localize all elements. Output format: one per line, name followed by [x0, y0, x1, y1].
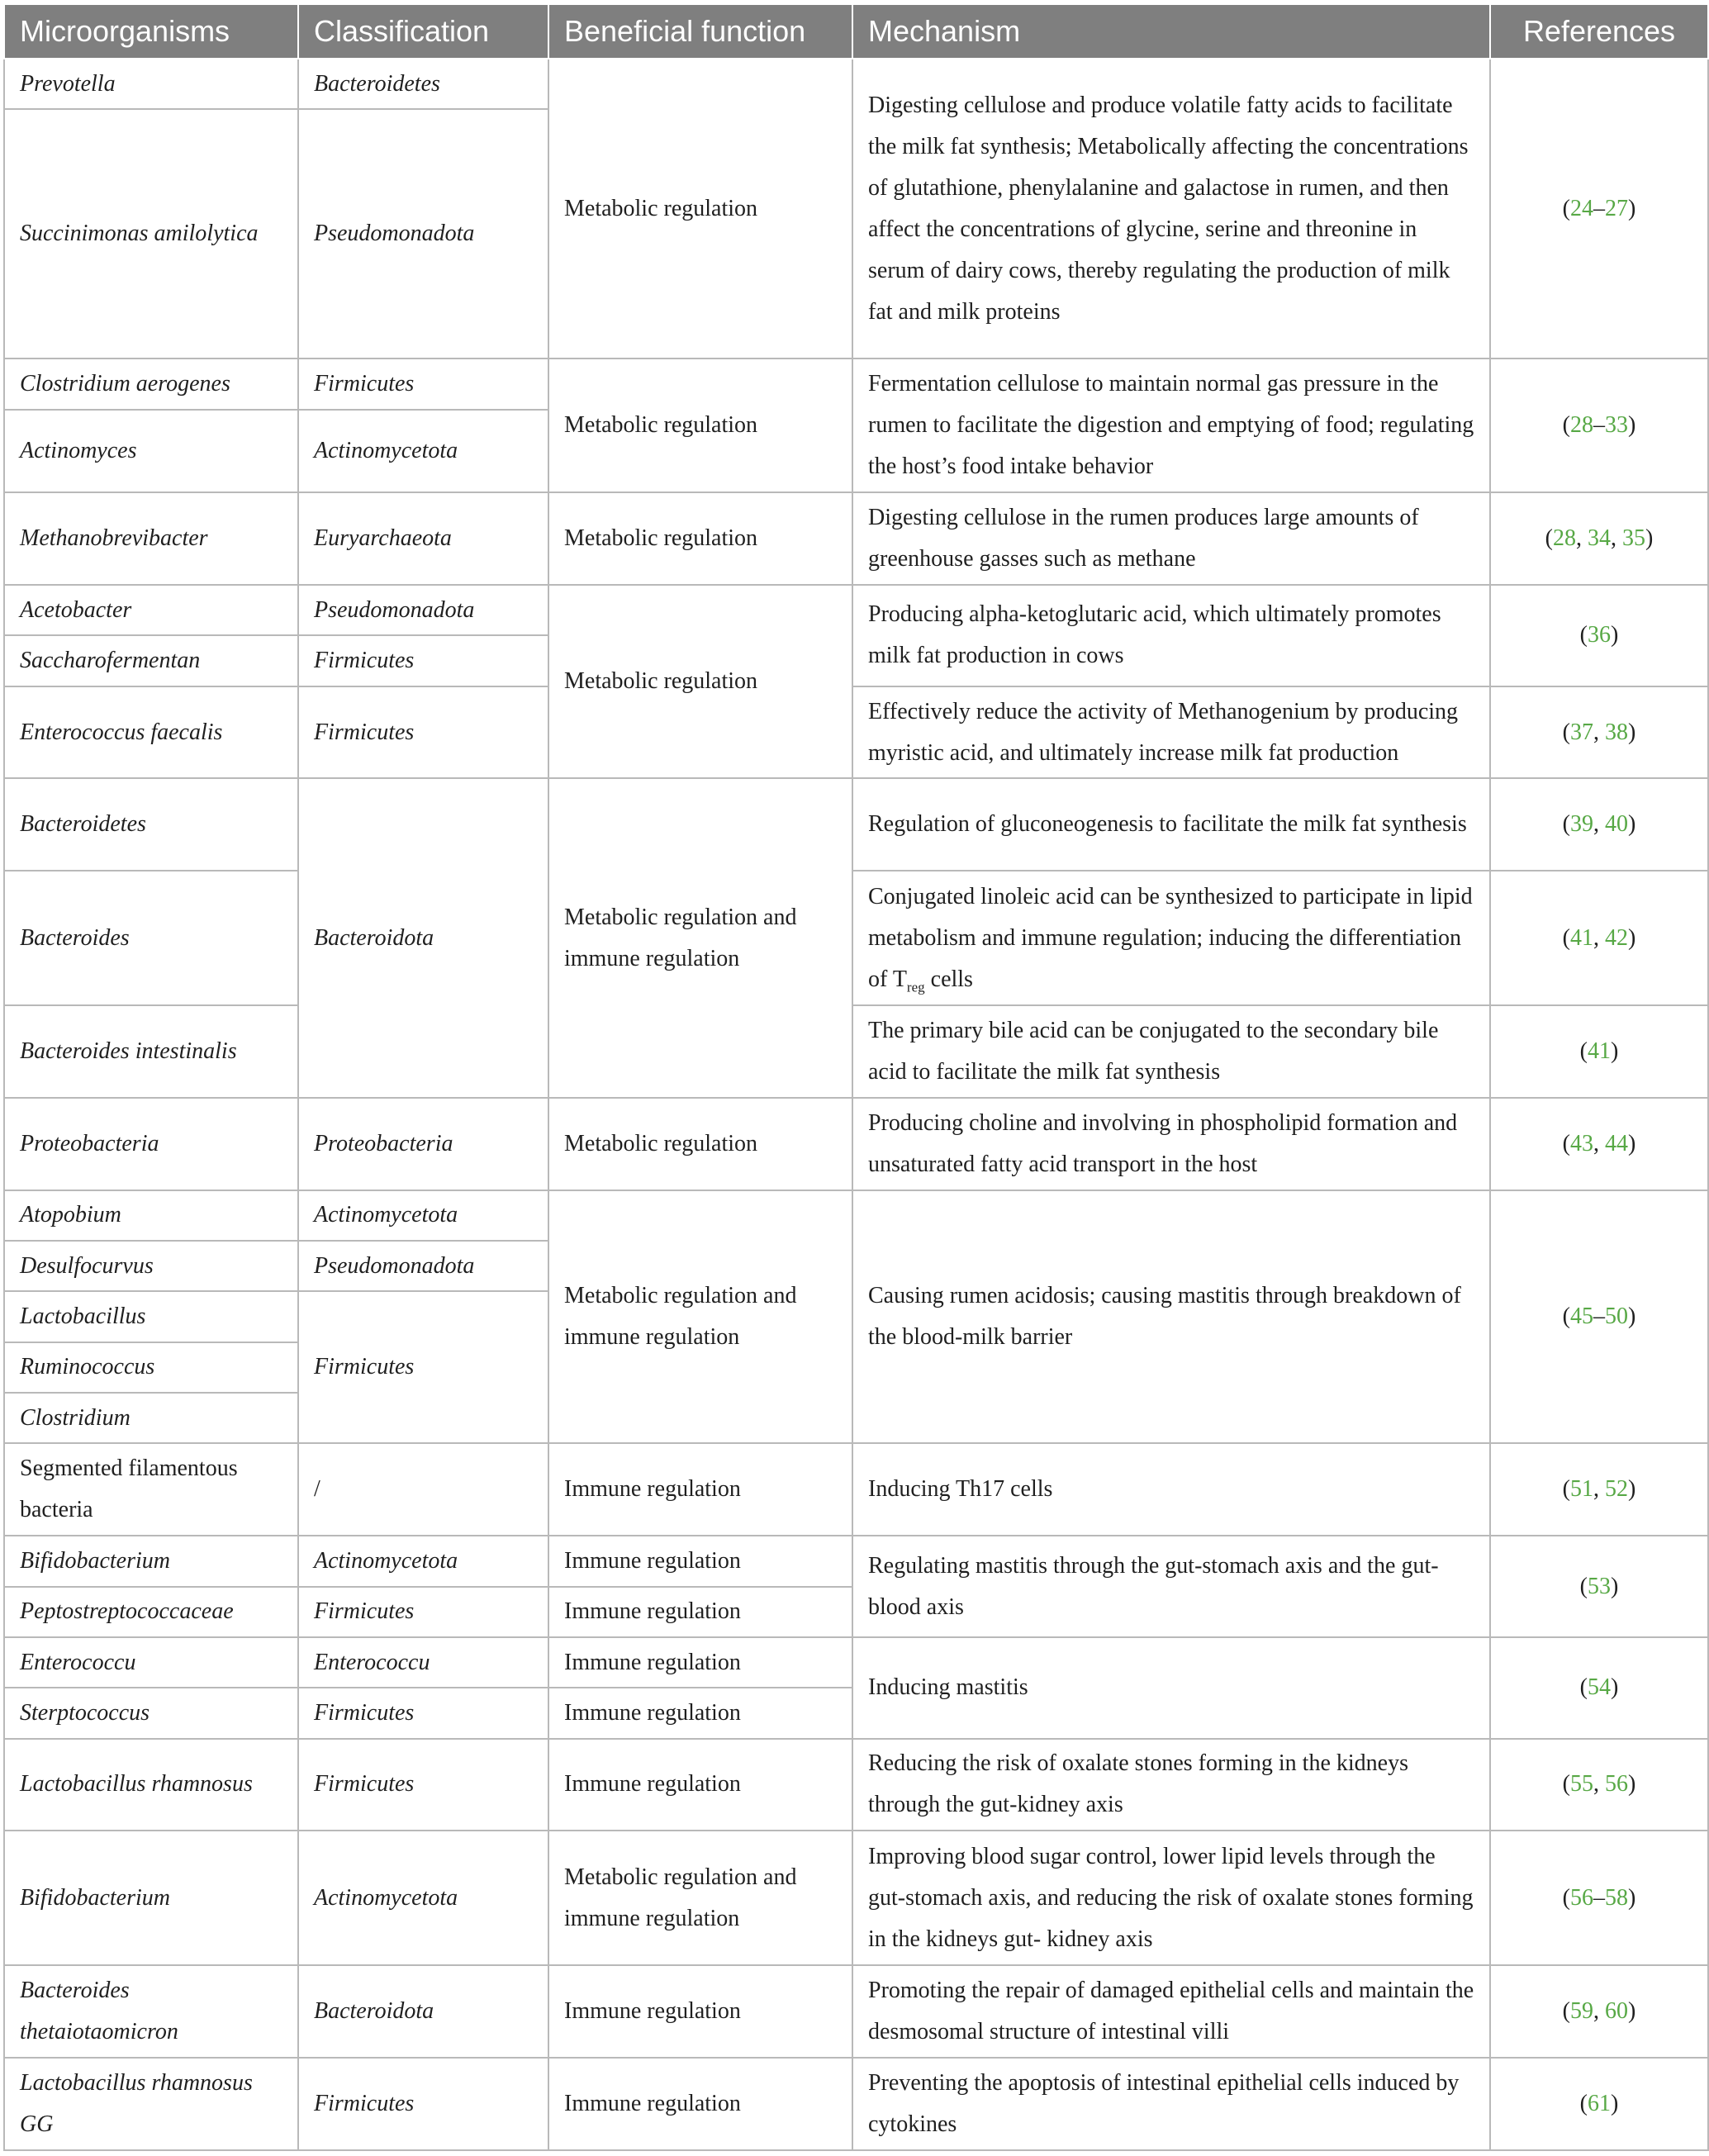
microorganism-cell: Sterptococcus — [4, 1688, 298, 1738]
function-cell: Metabolic regulation — [548, 1098, 852, 1190]
microorganism-cell: Methanobrevibacter — [4, 492, 298, 585]
references-cell: (39, 40) — [1490, 778, 1708, 871]
reference-link[interactable]: 53 — [1588, 1573, 1611, 1599]
microorganism-cell: Enterococcu — [4, 1637, 298, 1688]
reference-link[interactable]: 59 — [1570, 1998, 1593, 2025]
classification-cell: Pseudomonadota — [298, 585, 548, 635]
mechanism-cell: Inducing mastitis — [852, 1637, 1490, 1739]
microorganism-cell: Lactobacillus rhamnosus GG — [4, 2058, 298, 2150]
classification-cell: Firmicutes — [298, 2058, 548, 2150]
mechanism-cell: Improving blood sugar control, lower lipid levels through the gut-stomach axis, and reducing the risk of oxalate stones forming in the kidneys gut- kidney axis — [852, 1831, 1490, 1965]
reference-link[interactable]: 50 — [1605, 1304, 1628, 1329]
reference-link[interactable]: 43 — [1570, 1130, 1593, 1156]
reference-link[interactable]: 35 — [1622, 525, 1645, 552]
function-cell: Metabolic regulation — [548, 492, 852, 585]
references-cell: (24–27) — [1490, 59, 1708, 359]
reference-link[interactable]: 41 — [1588, 1038, 1611, 1064]
reference-link[interactable]: 41 — [1570, 924, 1593, 951]
classification-cell: Firmicutes — [298, 635, 548, 686]
reference-link[interactable]: 56 — [1605, 1771, 1628, 1797]
classification-cell: / — [298, 1443, 548, 1536]
table-row — [4, 492, 1708, 585]
function-cell: Immune regulation — [548, 1637, 852, 1688]
mechanism-cell: Regulating mastitis through the gut-stomach axis and the gut-blood axis — [852, 1536, 1490, 1637]
reference-link[interactable]: 61 — [1588, 2091, 1611, 2117]
reference-link[interactable]: 37 — [1570, 719, 1593, 745]
table-row — [4, 1831, 1708, 1965]
function-cell: Immune regulation — [548, 1965, 852, 2058]
mechanism-cell: Conjugated linoleic acid can be synthesized to participate in lipid metabolism and immune regulation; inducing the differentiation of $T_{reg}$ cells — [852, 871, 1490, 1005]
reference-link[interactable]: 52 — [1605, 1476, 1628, 1503]
microorganism-cell: Lactobacillus rhamnosus — [4, 1739, 298, 1831]
header-references: References — [1490, 4, 1708, 59]
classification-cell: Firmicutes — [298, 686, 548, 779]
reference-link[interactable]: 51 — [1570, 1476, 1593, 1503]
reference-link[interactable]: 42 — [1605, 924, 1628, 951]
reference-link[interactable]: 55 — [1570, 1771, 1593, 1797]
reference-link[interactable]: 38 — [1605, 719, 1628, 745]
reference-link[interactable]: 28 — [1570, 412, 1593, 439]
classification-cell: Firmicutes — [298, 1291, 548, 1443]
table-row — [4, 359, 1708, 409]
references-cell: (51, 52) — [1490, 1443, 1708, 1536]
microorganism-cell: Atopobium — [4, 1190, 298, 1241]
references-cell: (61) — [1490, 2058, 1708, 2150]
function-cell: Metabolic regulation and immune regulation — [548, 1831, 852, 1965]
classification-cell: Firmicutes — [298, 359, 548, 409]
classification-cell: Firmicutes — [298, 1587, 548, 1637]
table-row — [4, 59, 1708, 109]
mechanism-cell: Producing choline and involving in phospholipid formation and unsaturated fatty acid transport in the host — [852, 1098, 1490, 1190]
microorganism-cell: Bacteroides thetaiotaomicron — [4, 1965, 298, 2058]
classification-cell: Proteobacteria — [298, 1098, 548, 1190]
microorganism-cell: Peptostreptococcaceae — [4, 1587, 298, 1637]
table-row — [4, 686, 1708, 779]
function-cell: Metabolic regulation and immune regulation — [548, 778, 852, 1097]
mechanism-cell: Producing alpha-ketoglutaric acid, which ultimately promotes milk fat production in cows — [852, 585, 1490, 686]
references-cell: (36) — [1490, 585, 1708, 686]
microorganism-cell: Proteobacteria — [4, 1098, 298, 1190]
reference-link[interactable]: 54 — [1588, 1674, 1611, 1701]
references-cell: (43, 44) — [1490, 1098, 1708, 1190]
references-cell: (55, 56) — [1490, 1739, 1708, 1831]
microorganism-cell: Succinimonas amilolytica — [4, 109, 298, 359]
classification-cell: Firmicutes — [298, 1688, 548, 1738]
classification-cell: Bacteroidota — [298, 1965, 548, 2058]
reference-link[interactable]: 27 — [1605, 195, 1628, 221]
reference-link[interactable]: 28 — [1553, 525, 1576, 552]
references-cell: (54) — [1490, 1637, 1708, 1739]
table-row — [4, 778, 1708, 871]
references-cell: (53) — [1490, 1536, 1708, 1637]
mechanism-cell: Fermentation cellulose to maintain normal gas pressure in the rumen to facilitate the digestion and emptying of food; regulating the host’s food intake behavior — [852, 359, 1490, 492]
microorganism-cell: Enterococcus faecalis — [4, 686, 298, 779]
microorganism-cell: Bifidobacterium — [4, 1831, 298, 1965]
references-cell: (28–33) — [1490, 359, 1708, 492]
table-row — [4, 1965, 1708, 2058]
references-cell: (41, 42) — [1490, 871, 1708, 1005]
microorganism-cell: Acetobacter — [4, 585, 298, 635]
mechanism-cell: Inducing Th17 cells — [852, 1443, 1490, 1536]
microorganism-cell: Ruminococcus — [4, 1342, 298, 1393]
mechanism-cell: Effectively reduce the activity of Methanogenium by producing myristic acid, and ultimately increase milk fat production — [852, 686, 1490, 779]
references-cell: (59, 60) — [1490, 1965, 1708, 2058]
reference-link[interactable]: 44 — [1605, 1130, 1628, 1156]
table-row — [4, 1443, 1708, 1536]
reference-link[interactable]: 36 — [1588, 622, 1611, 648]
mechanism-cell: Reducing the risk of oxalate stones forming in the kidneys through the gut-kidney axis — [852, 1739, 1490, 1831]
microorganism-cell: Clostridium — [4, 1393, 298, 1443]
table-row — [4, 1098, 1708, 1190]
mechanism-cell: Preventing the apoptosis of intestinal epithelial cells induced by cytokines — [852, 2058, 1490, 2150]
microorganism-cell: Segmented filamentous bacteria — [4, 1443, 298, 1536]
microorganism-cell: Actinomyces — [4, 410, 298, 493]
table-row — [4, 2058, 1708, 2150]
references-cell: (56–58) — [1490, 1831, 1708, 1965]
classification-cell: Actinomycetota — [298, 1536, 548, 1586]
reference-link[interactable]: 24 — [1570, 195, 1593, 221]
header-beneficial-function: Beneficial function — [548, 4, 852, 59]
microorganism-cell: Bifidobacterium — [4, 1536, 298, 1586]
mechanism-cell: The primary bile acid can be conjugated to the secondary bile acid to facilitate the milk fat synthesis — [852, 1005, 1490, 1098]
reference-link[interactable]: 40 — [1605, 811, 1628, 838]
function-cell: Metabolic regulation — [548, 585, 852, 778]
classification-cell: Firmicutes — [298, 1739, 548, 1831]
microorganism-cell: Lactobacillus — [4, 1291, 298, 1342]
function-cell: Immune regulation — [548, 1739, 852, 1831]
table-row — [4, 1739, 1708, 1831]
classification-cell: Actinomycetota — [298, 1190, 548, 1241]
mechanism-cell: Digesting cellulose and produce volatile fatty acids to facilitate the milk fat synthesis; Metabolically affecting the concentrations of glutathione, phenylalanine and galactose in rumen, and then affect the concentrations of glycine, serine and threonine in serum of dairy cows, thereby regulating the production of milk fat and milk proteins — [852, 59, 1490, 359]
function-cell: Immune regulation — [548, 1443, 852, 1536]
microorganisms-table — [3, 3, 1709, 2151]
classification-cell: Enterococcu — [298, 1637, 548, 1688]
mechanism-cell: Causing rumen acidosis; causing mastitis through breakdown of the blood-milk barrier — [852, 1190, 1490, 1444]
table-row — [4, 1637, 1708, 1688]
reference-link[interactable]: 39 — [1570, 811, 1593, 838]
mechanism-cell: Regulation of gluconeogenesis to facilitate the milk fat synthesis — [852, 778, 1490, 871]
function-cell: Immune regulation — [548, 1536, 852, 1586]
function-cell: Immune regulation — [548, 1587, 852, 1637]
references-cell: (45–50) — [1490, 1190, 1708, 1444]
references-cell: (28, 34, 35) — [1490, 492, 1708, 585]
reference-link[interactable]: 45 — [1570, 1304, 1593, 1329]
classification-cell: Pseudomonadota — [298, 109, 548, 359]
table-row — [4, 585, 1708, 635]
function-cell: Metabolic regulation — [548, 359, 852, 492]
function-cell: Immune regulation — [548, 1688, 852, 1738]
header-microorganisms: Microorganisms — [4, 4, 298, 59]
mechanism-cell: Promoting the repair of damaged epithelial cells and maintain the desmosomal structure of intestinal villi — [852, 1965, 1490, 2058]
table-row — [4, 1190, 1708, 1241]
function-cell: Metabolic regulation and immune regulation — [548, 1190, 852, 1444]
reference-link[interactable]: 56 — [1570, 1884, 1593, 1911]
function-cell: Immune regulation — [548, 2058, 852, 2150]
table-row — [4, 1005, 1708, 1098]
header-row — [4, 4, 1708, 59]
microorganism-cell: Saccharofermentan — [4, 635, 298, 686]
classification-cell: Bacteroidetes — [298, 59, 548, 109]
microorganism-cell: Bacteroidetes — [4, 778, 298, 871]
references-cell: (37, 38) — [1490, 686, 1708, 779]
microorganism-cell: Clostridium aerogenes — [4, 359, 298, 409]
reference-link[interactable]: 33 — [1605, 412, 1628, 439]
classification-cell: Pseudomonadota — [298, 1241, 548, 1291]
microorganism-cell: Bacteroides — [4, 871, 298, 1005]
microorganism-cell: Prevotella — [4, 59, 298, 109]
microorganism-cell: Bacteroides intestinalis — [4, 1005, 298, 1098]
classification-cell: Actinomycetota — [298, 410, 548, 493]
classification-cell: Bacteroidota — [298, 778, 548, 1097]
function-cell: Metabolic regulation — [548, 59, 852, 359]
reference-link[interactable]: 60 — [1605, 1998, 1628, 2025]
table-row — [4, 871, 1708, 1005]
table-row — [4, 1536, 1708, 1586]
reference-link[interactable]: 34 — [1588, 525, 1611, 552]
references-cell: (41) — [1490, 1005, 1708, 1098]
reference-link[interactable]: 58 — [1605, 1884, 1628, 1911]
classification-cell: Euryarchaeota — [298, 492, 548, 585]
classification-cell: Actinomycetota — [298, 1831, 548, 1965]
header-mechanism: Mechanism — [852, 4, 1490, 59]
header-classification: Classification — [298, 4, 548, 59]
mechanism-cell: Digesting cellulose in the rumen produces large amounts of greenhouse gasses such as methane — [852, 492, 1490, 585]
microorganism-cell: Desulfocurvus — [4, 1241, 298, 1291]
